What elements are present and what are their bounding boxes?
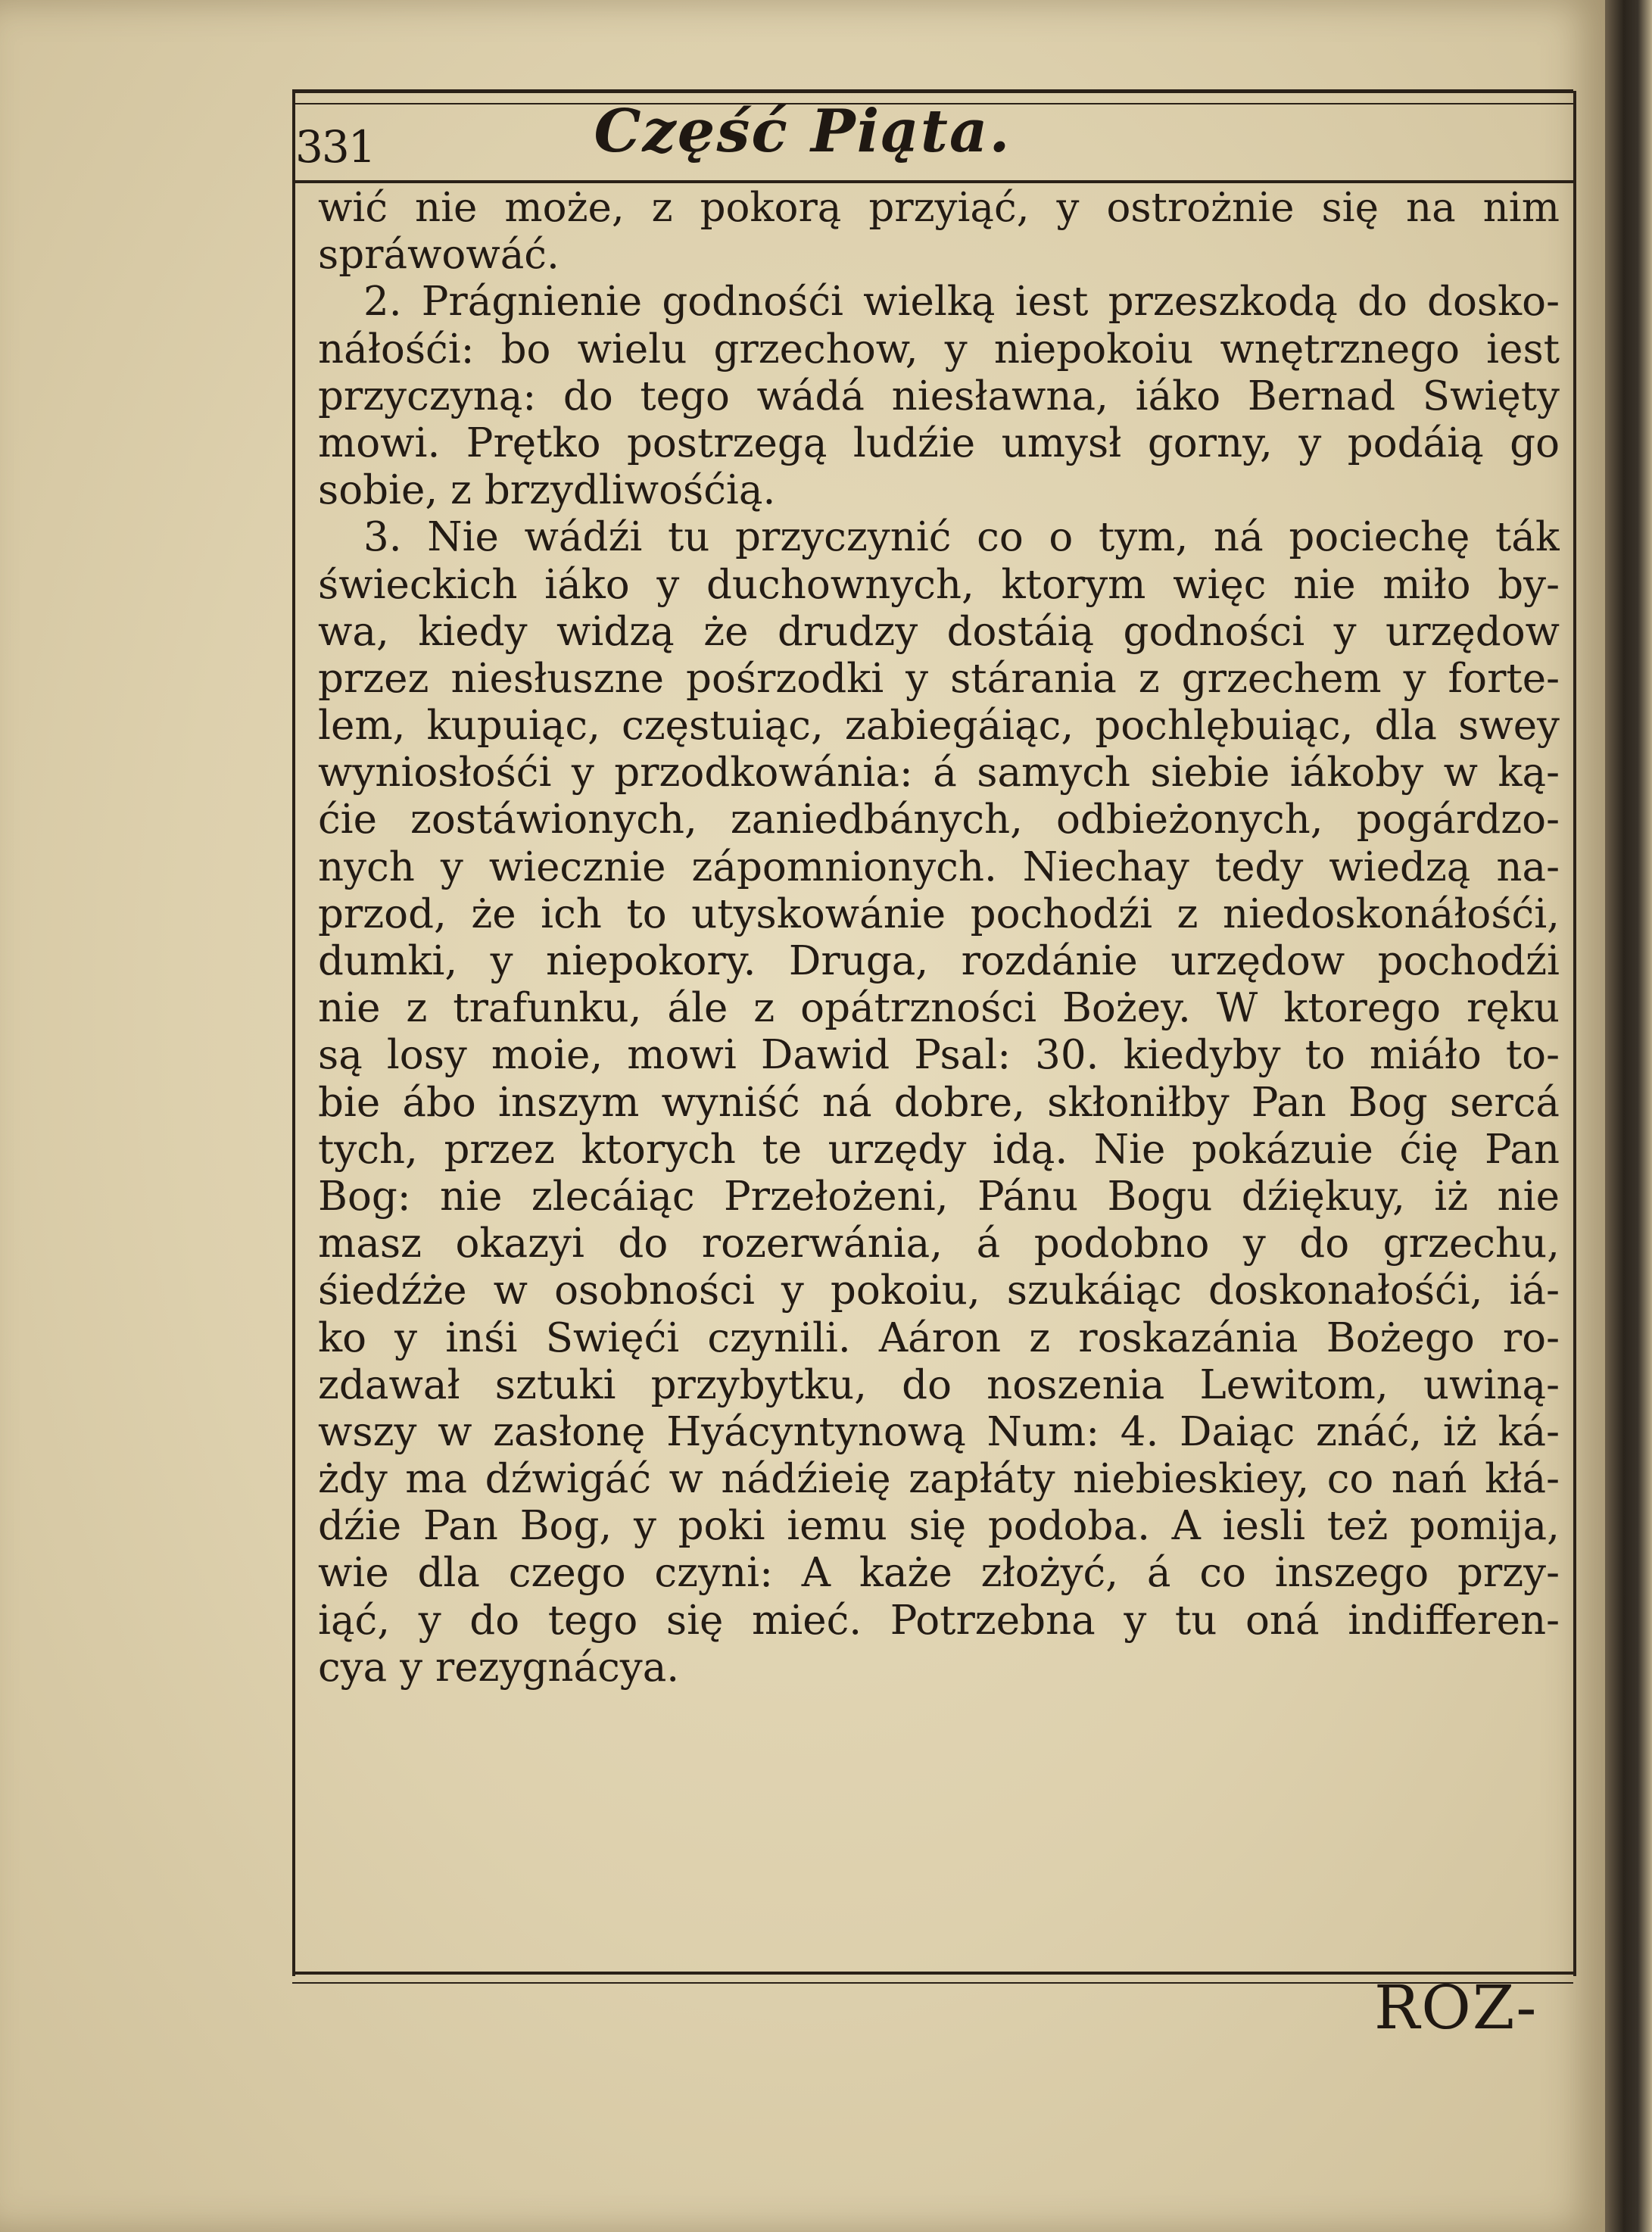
- text-line: wyniosłośći y przodkowánia: á samych siebie iákoby w ką-: [318, 750, 1560, 796]
- running-header: Część Piąta.: [594, 97, 1011, 166]
- text-line: dumki, y niepokory. Druga, rozdánie urzędow pochodźi: [318, 938, 1560, 984]
- text-line: ćie zostáwionych, zaniedbánych, odbieżonych, pogárdzo-: [318, 796, 1560, 843]
- text-line: lem, kupuiąc, częstuiąc, zabiegáiąc, pochlębuiąc, dla swey: [318, 703, 1560, 750]
- text-line: nie z trafunku, ále z opátrzności Bożey. W ktorego ręku: [318, 985, 1560, 1032]
- text-line: wszy w zasłonę Hyácyntynową Num: 4. Daiąc znáć, iż ká-: [318, 1408, 1560, 1455]
- text-line: spráwowáć.: [318, 232, 559, 279]
- text-line: przyczyną: do tego wádá niesławna, iáko Bernad Swięty: [318, 373, 1560, 419]
- text-line: masz okazyi do rozerwánia, á podobno y do grzechu,: [318, 1220, 1560, 1267]
- text-line: przod, że ich to utyskowánie pochodźi z niedoskonáłośći,: [318, 890, 1560, 937]
- text-line: wie dla czego czyni: A każe złożyć, á co inszego przy-: [318, 1550, 1560, 1597]
- book-gutter: [1605, 0, 1652, 2232]
- text-line: cya y rezygnácya.: [318, 1644, 680, 1691]
- text-line: nych y wiecznie zápomnionych. Niechay tedy wiedzą na-: [318, 843, 1560, 890]
- text-line: śiedźże w osobności y pokoiu, szukáiąc doskonałośći, iá-: [318, 1267, 1560, 1314]
- text-line: dźie Pan Bog, y poki iemu się podoba. A iesli też pomija,: [318, 1503, 1560, 1550]
- text-line: Bog: nie zlecáiąc Przełożeni, Pánu Bogu dźiękuy, iż nie: [318, 1173, 1560, 1220]
- text-line: ko y inśi Swięći czynili. Aáron z roskazánia Bożego ro-: [318, 1314, 1560, 1361]
- text-line: 3. Nie wádźi tu przyczynić co o tym, ná pociechę ták: [363, 514, 1560, 561]
- header-rule: [292, 180, 1573, 183]
- text-line: bie ábo inszym wyniść ná dobre, skłoniłby Pan Bog sercá: [318, 1079, 1560, 1126]
- text-line: zdawał sztuki przybytku, do noszenia Lewitom, uwiną-: [318, 1361, 1560, 1408]
- text-line: żdy ma dźwigáć w nádźieię zapłáty niebieskiey, co nań kłá-: [318, 1456, 1560, 1503]
- page-number: 331: [295, 121, 375, 173]
- text-line: wić nie może, z pokorą przyiąć, y ostrożnie się na nim: [318, 185, 1560, 231]
- text-line: sobie, z brzydliwośćią.: [318, 467, 776, 514]
- text-line: wa, kiedy widzą że drudzy dostáią godności y urzędow: [318, 608, 1560, 655]
- top-rule: [292, 89, 1573, 93]
- text-line: przez niesłuszne pośrzodki y stárania z grzechem y forte-: [318, 655, 1560, 702]
- text-line: są losy moie, mowi Dawid Psal: 30. kiedyby to miáło to-: [318, 1032, 1560, 1079]
- text-line: tych, przez ktorych te urzędy idą. Nie pokázuie ćię Pan: [318, 1126, 1560, 1173]
- text-line: 2. Prágnienie godnośći wielką iest przeszkodą do dosko-: [363, 279, 1560, 326]
- catchword: ROZ-: [1374, 1972, 1538, 2043]
- text-line: mowi. Prętko postrzegą ludźie umysł gorny, y podáią go: [318, 419, 1560, 466]
- text-line: náłośći: bo wielu grzechow, y niepokoiu wnętrznego iest: [318, 326, 1560, 373]
- text-line: iąć, y do tego się mieć. Potrzebna y tu oná indifferen-: [318, 1597, 1560, 1644]
- body-text: [318, 185, 1560, 1691]
- text-line: świeckich iáko y duchownych, ktorym więc nie miło by-: [318, 561, 1560, 608]
